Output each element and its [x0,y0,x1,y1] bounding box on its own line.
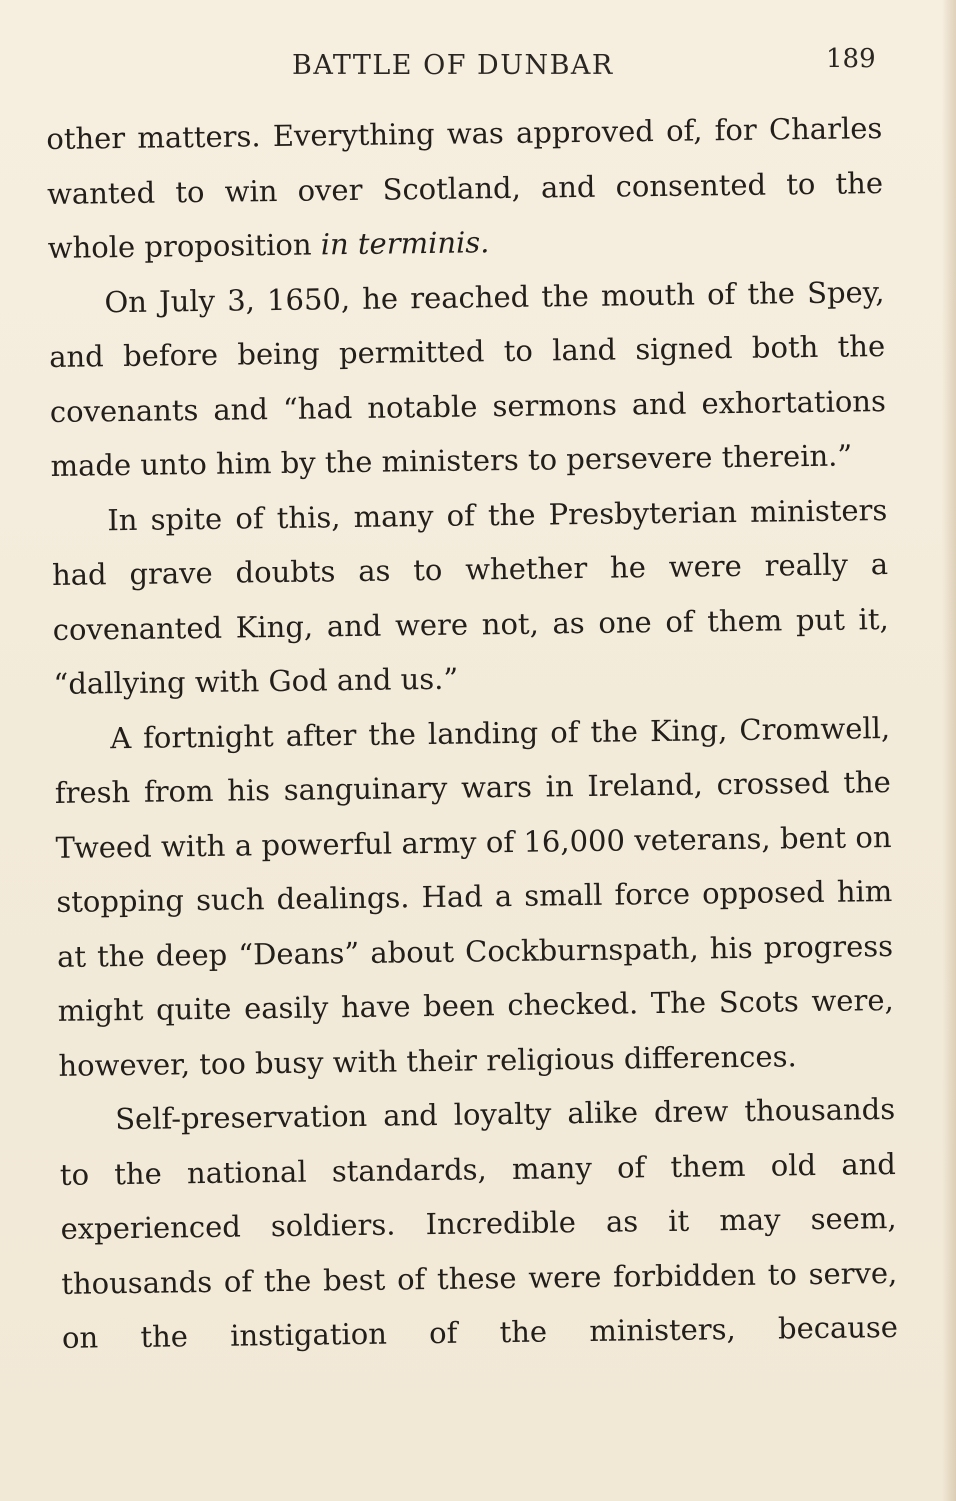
page-header [0,44,956,94]
paragraph-5: Self-preservation and loyalty alike drew thousands to the national standards, many of them old and experienced soldiers. Incredible as it may seem, thousands of the best of these were forbidden to serve, on the instigation of the ministers, because [59,1091,899,1355]
paragraph-4: A fortnight after the landing of the King, Cromwell, fresh from his sanguinary wars in Ireland, crossed the Tweed with a powerful army of 16,000 veterans, bent on stopping such dealings. Had a small force opposed him at the deep “Deans” about Cockburnspath, his progress might quite easily have been checked. The Scots were, however, too busy with their religious differences. [54,710,894,1083]
body-text [46,101,898,1365]
page-number: 189 [826,44,876,74]
italic-phrase: in terminis. [320,225,490,262]
paragraph-3: In spite of this, many of the Presbyterian ministers had grave doubts as to whether he were really a covenanted King, and were not, as one of them put it, “dallying with God and us.” [51,492,889,701]
running-title: BATTLE OF DUNBAR [292,50,614,81]
page-edge-shadow [942,0,956,1501]
paragraph-2: On July 3, 1650, he reached the mouth of the Spey, and before being permitted to land signed both the covenants and “had notable sermons and exhortations made unto him by the ministers to persevere therein.” [48,274,887,483]
paragraph-1 [46,101,884,275]
paragraph-1-text: other matters. Everything was approved of, for Charles wanted to win over Scotland, and consented to the whole proposition [46,111,884,265]
